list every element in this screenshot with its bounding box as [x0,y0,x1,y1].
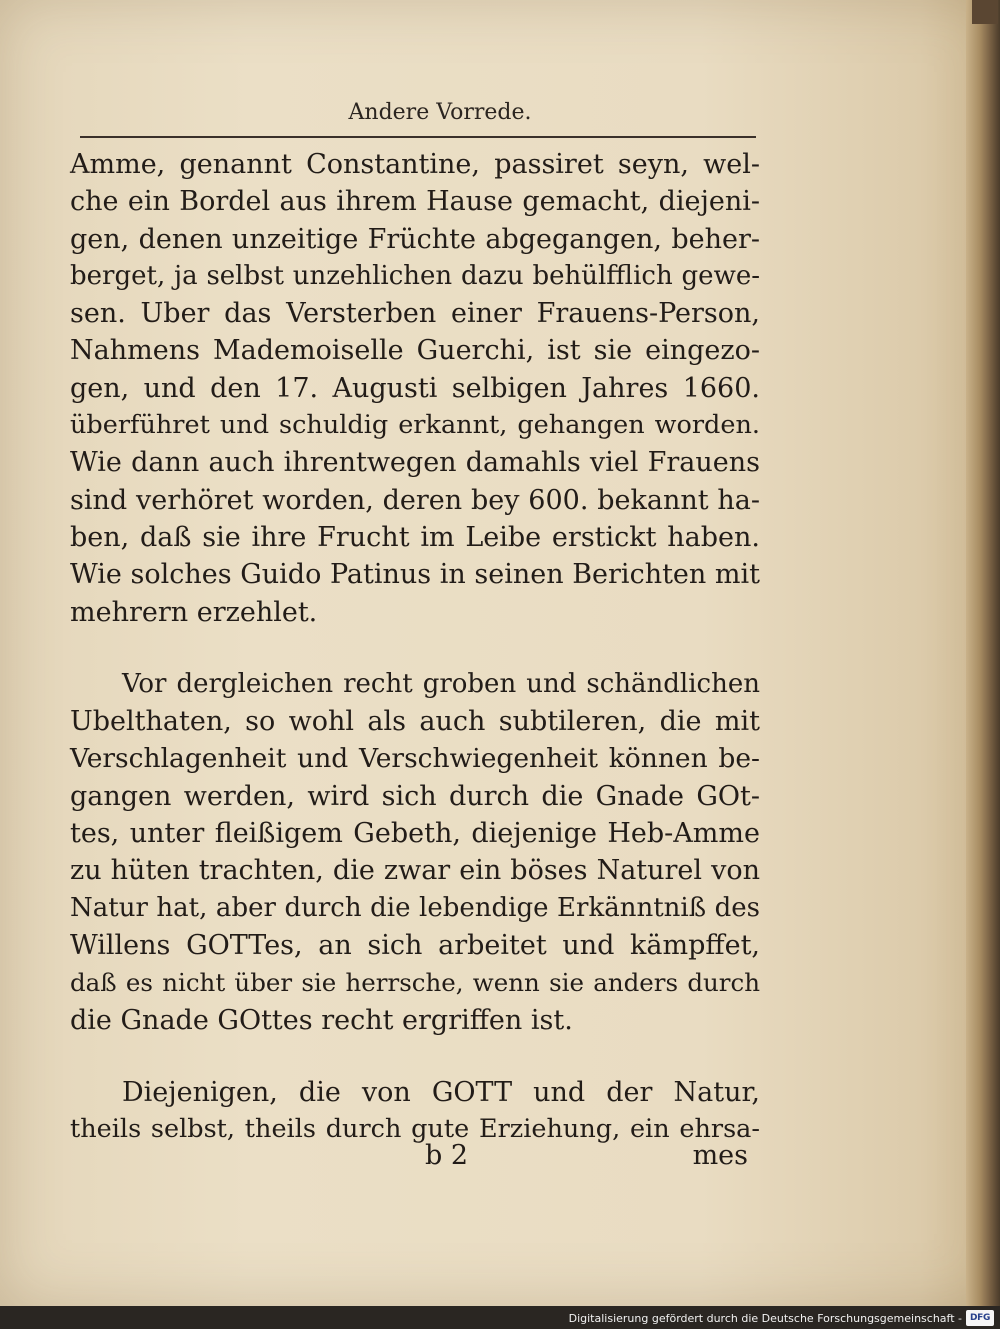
text-line: tes, unter fleißigem Gebeth, diejenige Heb-Amme [70,818,760,850]
body-text [70,146,760,1148]
text-line: Wie dann auch ihrentwegen damahls viel Frauens [70,447,760,479]
paragraph-3 [70,1074,760,1149]
text-line: zu hüten trachten, die zwar ein böses Naturel von [70,855,760,887]
header-rule [80,136,756,138]
text-line: theils selbst, theils durch gute Erziehung, ein ehrsa- [70,1114,760,1145]
text-line: gangen werden, wird sich durch die Gnade GOt- [70,780,760,812]
text-line: mehrern erzehlet. [70,596,318,628]
text-line: gen, und den 17. Augusti selbigen Jahres 1660. [70,372,760,404]
signature-mark: b 2 [425,1140,469,1171]
text-line: daß es nicht über sie herrsche, wenn sie anders durch [70,968,760,998]
paragraph-1 [70,146,760,631]
paragraph-gap [70,1039,760,1074]
page-edge [966,0,1000,1306]
text-line: che ein Bordel aus ihrem Hause gemacht, diejeni- [70,186,760,218]
running-head-text: Andere Vorrede. [348,100,532,125]
text-line: gen, denen unzeitige Früchte abgegangen, beher- [70,223,760,255]
dfg-logo: DFG [966,1310,994,1326]
catchword: mes [692,1140,748,1171]
paragraph-gap [70,631,760,666]
text-line: Diejenigen, die von GOTT und der Natur, [122,1076,760,1108]
text-line: berget, ja selbst unzehlichen dazu behülfflich gewe- [70,260,760,291]
text-line: Nahmens Mademoiselle Guerchi, ist sie eingezo- [70,335,760,367]
text-line: sind verhöret worden, deren bey 600. bekannt ha- [70,484,760,516]
text-line: Wie solches Guido Patinus in seinen Berichten mit [70,559,760,591]
text-line: Amme, genannt Constantine, passiret seyn, wel- [70,149,760,180]
paragraph-2 [70,666,760,1039]
text-line: die Gnade GOttes recht ergriffen ist. [70,1004,573,1036]
text-line: Vor dergleichen recht groben und schändlichen [122,668,760,699]
text-line: Verschlagenheit und Verschwiegenheit können be- [70,743,760,775]
digitization-footer [0,1306,1000,1329]
funding-credit: Digitalisierung gefördert durch die Deutsche Forschungsgemeinschaft - [568,1312,962,1325]
text-line: überführet und schuldig erkannt, gehangen worden. [70,410,760,441]
page-foot-line [70,1140,760,1180]
text-line: sen. Uber das Versterben einer Frauens-Person, [70,298,760,330]
text-line: Ubelthaten, so wohl als auch subtileren, die mit [70,706,760,738]
running-head [0,100,850,125]
text-line: Willens GOTTes, an sich arbeitet und kämpffet, [70,929,760,961]
text-line: Natur hat, aber durch die lebendige Erkänntniß des [70,892,760,923]
text-line: ben, daß sie ihre Frucht im Leibe erstickt haben. [70,521,760,553]
